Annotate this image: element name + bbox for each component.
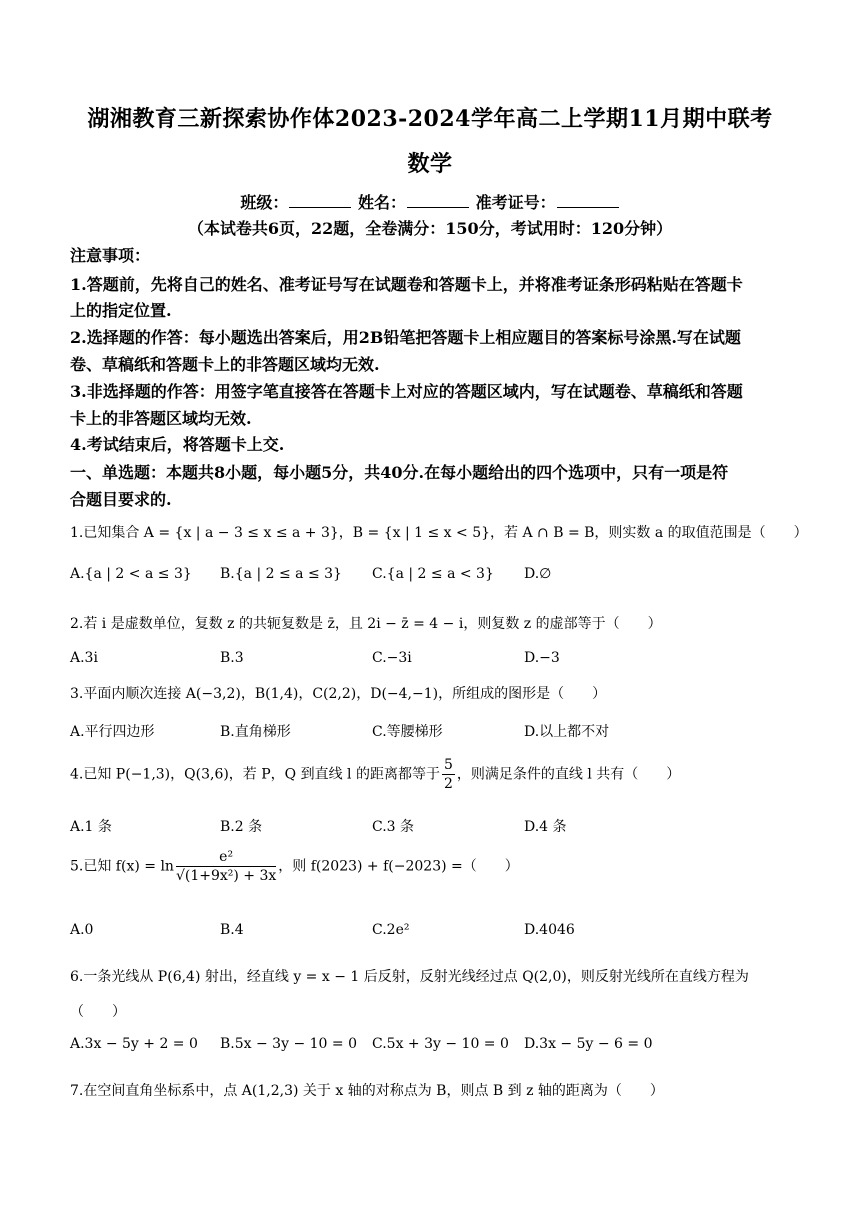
notice-line: 上的指定位置. (70, 301, 172, 320)
q6-option-d: D.3x − 5y − 6 = 0 (524, 1036, 653, 1052)
q6-option-b: B.5x − 3y − 10 = 0 (220, 1036, 357, 1052)
q5-option-b: B.4 (220, 922, 244, 938)
exam-title: 湖湘教育三新探索协作体2023-2024学年高二上学期11月期中联考 (87, 106, 773, 132)
notice-line: 3.非选择题的作答：用签字笔直接答在答题卡上对应的答题区域内，写在试题卷、草稿纸和答题 (70, 382, 743, 401)
question-6-stem-cont: （ ） (70, 1004, 126, 1020)
q1-option-d: D.∅ (524, 566, 552, 582)
q4-option-b: B.2 条 (220, 819, 263, 835)
notice-line: 2.选择题的作答：每小题选出答案后，用2B铅笔把答题卡上相应题目的答案标号涂黑.写在试题 (70, 328, 741, 347)
q5-stem-part2: ，则 f(2023) + f(−2023) =（ ） (278, 858, 519, 875)
q5-fraction (176, 848, 276, 885)
q4-option-c: C.3 条 (372, 819, 415, 835)
q2-option-d: D.−3 (524, 650, 560, 666)
q3-option-d: D.以上都不对 (524, 724, 610, 740)
name-label: 姓名： (357, 193, 406, 212)
q3-option-c: C.等腰梯形 (372, 724, 443, 740)
q4-fraction (442, 756, 455, 793)
q6-option-c: C.5x + 3y − 10 = 0 (372, 1036, 509, 1052)
q5-option-d: D.4046 (524, 922, 575, 938)
q5-option-c: C.2e² (372, 922, 410, 938)
student-fields (0, 190, 860, 213)
q4-frac-numerator: 5 (444, 757, 453, 773)
q6-option-a: A.3x − 5y + 2 = 0 (70, 1036, 198, 1052)
exam-no-label: 准考证号： (475, 193, 556, 212)
question-3-stem: 3.平面内顺次连接 A(−3,2)，B(1,4)，C(2,2)，D(−4,−1)，所组成的图形是（ ） (70, 686, 607, 702)
q5-frac-denominator: √(1+9x²) + 3x (175, 868, 277, 884)
exam-no-blank (557, 193, 619, 208)
q2-option-a: A.3i (70, 650, 98, 666)
notice-line: 卡上的非答题区域均无效. (70, 409, 252, 428)
q2-option-b: B.3 (220, 650, 244, 666)
q1-option-a: A.{a | 2 < a ≤ 3} (70, 566, 192, 582)
question-2-stem: 2.若 i 是虚数单位，复数 z 的共轭复数是 z̄，且 2i − z̄ = 4 − i，则复数 z 的虚部等于（ ） (70, 616, 662, 632)
question-5-stem (70, 848, 800, 885)
q3-option-b: B.直角梯形 (220, 724, 291, 740)
q5-option-a: A.0 (70, 922, 94, 938)
name-blank (407, 193, 469, 208)
q4-option-a: A.1 条 (70, 819, 112, 835)
q4-stem-part2: ，则满足条件的直线 l 共有（ ） (456, 766, 681, 783)
notice-line: 4.考试结束后，将答题卡上交. (70, 435, 285, 454)
q4-stem-part1: 4.已知 P(−1,3)，Q(3,6)，若 P，Q 到直线 l 的距离都等于 (70, 766, 440, 783)
q4-frac-denominator: 2 (444, 776, 453, 792)
q5-frac-numerator: e² (176, 848, 276, 867)
section-heading-cont: 合题目要求的. (70, 490, 172, 509)
q5-stem-part1: 5.已知 f(x) = ln (70, 858, 174, 875)
notice-heading: 注意事项： (70, 246, 151, 265)
question-6-stem: 6.一条光线从 P(6,4) 射出，经直线 y = x − 1 后反射，反射光线经过点 Q(2,0)，则反射光线所在直线方程为 (70, 969, 749, 985)
q1-option-b: B.{a | 2 ≤ a ≤ 3} (220, 566, 342, 582)
notice-line: 卷、草稿纸和答题卡上的非答题区域均无效. (70, 355, 380, 374)
section-heading: 一、单选题：本题共8小题，每小题5分，共40分.在每小题给出的四个选项中，只有一项是符 (70, 463, 729, 482)
question-7-stem: 7.在空间直角坐标系中，点 A(1,2,3) 关于 x 轴的对称点为 B，则点 B 到 z 轴的距离为（ ） (70, 1083, 664, 1099)
exam-info: （本试卷共6页，22题，全卷满分：150分，考试用时：120分钟） (187, 219, 673, 238)
q4-option-d: D.4 条 (524, 819, 567, 835)
question-1-stem: 1.已知集合 A = {x | a − 3 ≤ x ≤ a + 3}，B = {x | 1 ≤ x < 5}，若 A ∩ B = B，则实数 a 的取值范围是（ ） (70, 525, 808, 541)
question-4-stem (70, 756, 800, 793)
notice-line: 1.答题前，先将自己的姓名、准考证号写在试题卷和答题卡上，并将准考证条形码粘贴在答题卡 (70, 275, 743, 294)
q3-option-a: A.平行四边形 (70, 724, 155, 740)
class-label: 班级： (240, 193, 289, 212)
exam-subject: 数学 (407, 151, 453, 177)
class-blank (289, 193, 351, 208)
q2-option-c: C.−3i (372, 650, 412, 666)
q1-option-c: C.{a | 2 ≤ a < 3} (372, 566, 494, 582)
